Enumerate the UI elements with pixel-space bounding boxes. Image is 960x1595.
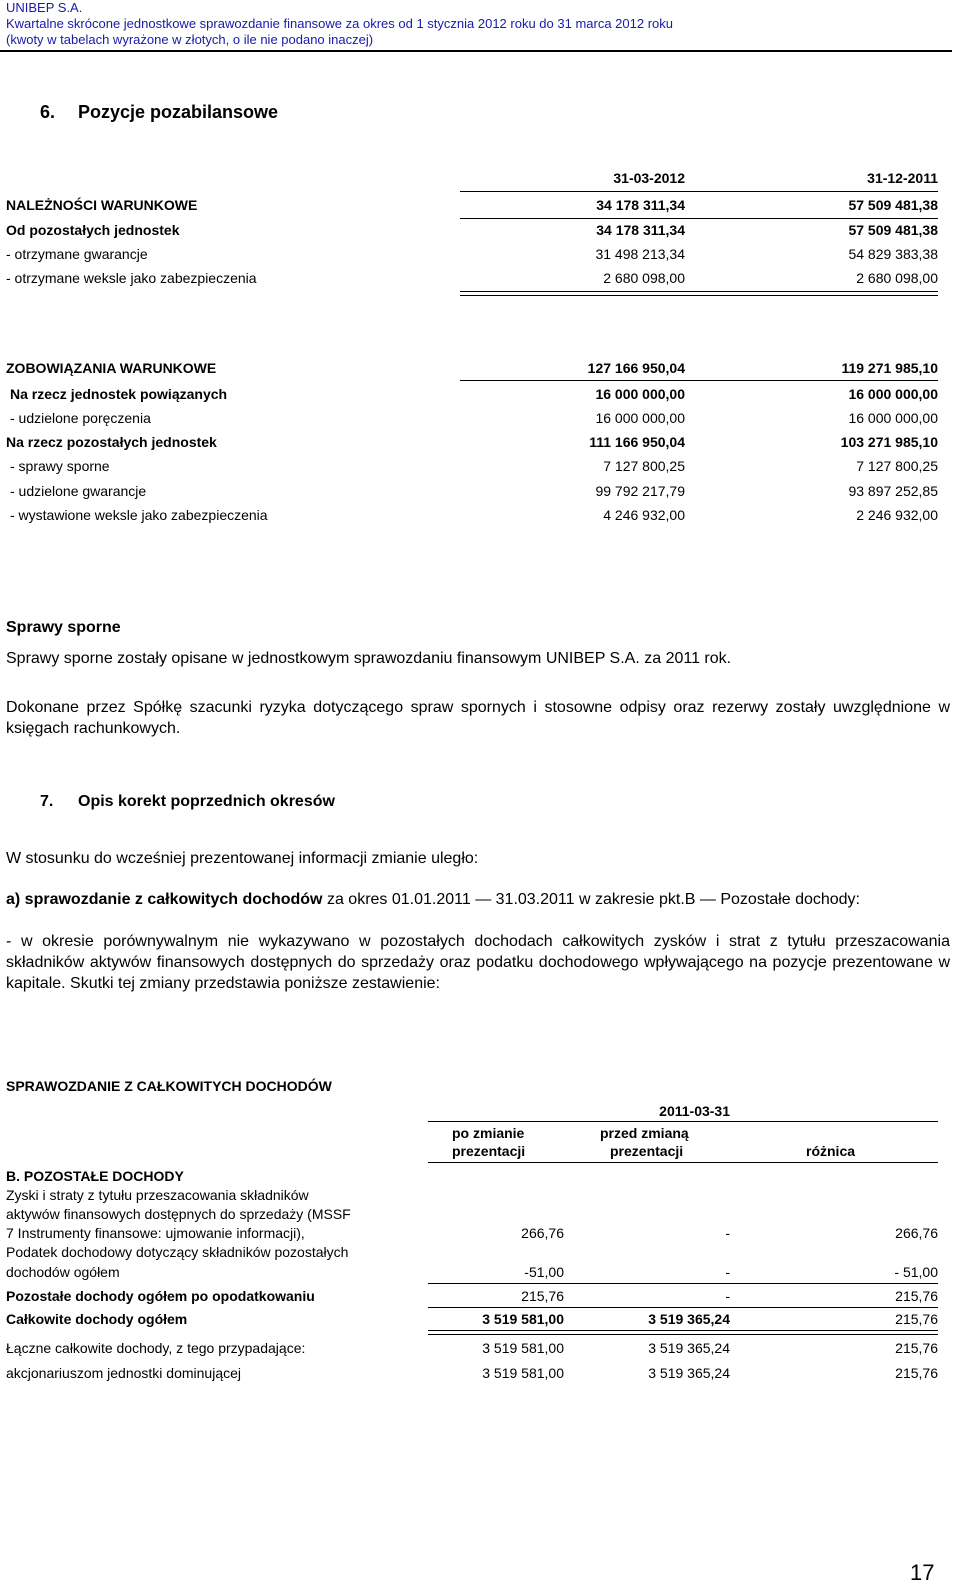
row-rule	[460, 380, 938, 381]
row2-label-line1: Podatek dochodowy dotyczący składników pozostałych	[6, 1244, 349, 1260]
section7-item-body: - w okresie porównywalnym nie wykazywano w pozostałych dochodach całkowitych zysków i strat z tytułu przeszacowania składników aktywów finansowych dostępnych do sprzedaży oraz podatku dochodowego wpływającego na pozycje prezentowane w kapitale. Skutki tej zmiany przedstawia poniższe zestawienie:	[6, 933, 950, 992]
row1-before: -	[725, 1225, 730, 1241]
table-row-label: - sprawy sporne	[10, 458, 110, 474]
row5-label: Łączne całkowite dochody, z tego przypadające:	[6, 1340, 306, 1356]
disputes-paragraph-1: Sprawy sporne zostały opisane w jednostkowym sprawozdaniu finansowym UNIBEP S.A. za 2011 rok.	[6, 650, 732, 667]
row1-label-line1: Zyski i straty z tytułu przeszacowania składników	[6, 1187, 309, 1203]
report-title: Kwartalne skrócone jednostkowe sprawozdanie finansowe za okres od 1 stycznia 2012 roku do 31 marca 2012 roku	[6, 16, 673, 31]
table-cell: 57 509 481,38	[848, 197, 938, 213]
item-period-text: za okres 01.01.2011 — 31.03.2011 w zakresie pkt.B — Pozostałe dochody:	[322, 891, 860, 908]
total-double-rule	[460, 291, 938, 296]
disputes-heading: Sprawy sporne	[6, 619, 121, 636]
company-name: UNIBEP S.A.	[6, 0, 83, 15]
row4-after: 3 519 581,00	[482, 1311, 564, 1327]
col-header-2011: 31-12-2011	[867, 170, 938, 186]
row2-diff: - 51,00	[894, 1264, 938, 1280]
row1-label-line2: aktywów finansowych dostępnych do sprzedaży (MSSF	[6, 1206, 351, 1222]
col-before-change-2: prezentacji	[610, 1143, 684, 1159]
row2-before: -	[725, 1264, 730, 1280]
table-cell: 7 127 800,25	[603, 458, 685, 474]
row1-diff: 266,76	[895, 1225, 938, 1241]
table-cell: 2 680 098,00	[603, 270, 685, 286]
header-rule	[460, 191, 938, 192]
table-row-label: - udzielone gwarancje	[10, 483, 147, 499]
section7-item	[6, 889, 950, 910]
row4-before: 3 519 365,24	[648, 1311, 730, 1327]
row6-after: 3 519 581,00	[482, 1365, 564, 1381]
item-bold-label: a) sprawozdanie z całkowitych dochodów	[6, 891, 323, 908]
row2-after: -51,00	[524, 1264, 564, 1280]
col-difference: różnica	[806, 1143, 856, 1159]
table-cell: 119 271 985,10	[841, 360, 938, 376]
row6-label: akcjonariuszom jednostki dominującej	[6, 1365, 242, 1381]
row1-label-line3: 7 Instrumenty finansowe: ujmowanie informacji),	[6, 1225, 305, 1241]
col-header-2012: 31-03-2012	[613, 170, 685, 186]
row3-before: -	[725, 1288, 730, 1304]
table-cell: 54 829 383,38	[848, 246, 938, 262]
row3-rule	[428, 1307, 938, 1308]
table-cell: 127 166 950,04	[587, 360, 685, 376]
section6-title: Pozycje pozabilansowe	[78, 102, 279, 122]
row3-label: Pozostałe dochody ogółem po opodatkowaniu	[6, 1288, 315, 1304]
row4-diff: 215,76	[895, 1311, 938, 1327]
section7-title: Opis korekt poprzednich okresów	[78, 793, 335, 810]
disputes-paragraph-2: Dokonane przez Spółkę szacunki ryzyka dotyczącego spraw spornych i stosowne odpisy oraz rezerwy zostały uwzględnione w księgach rachunkowych.	[6, 699, 950, 737]
col-after-change-2: prezentacji	[452, 1143, 526, 1159]
subtotal-rule	[428, 1283, 938, 1284]
table-cell: 103 271 985,10	[840, 434, 938, 450]
total-double-rule	[428, 1330, 938, 1335]
group-label: B. POZOSTAŁE DOCHODY	[6, 1168, 184, 1184]
table-row-label: - wystawione weksle jako zabezpieczenia	[10, 507, 268, 523]
header-divider	[0, 50, 952, 52]
row2-label-line2: dochodów ogółem	[6, 1264, 120, 1280]
table-cell: 16 000 000,00	[595, 386, 685, 402]
table-cell: 31 498 213,34	[595, 246, 685, 262]
row5-before: 3 519 365,24	[648, 1340, 730, 1356]
col-header-rule	[428, 1162, 938, 1163]
row3-diff: 215,76	[895, 1288, 938, 1304]
row1-after: 266,76	[521, 1225, 564, 1241]
date-rule	[428, 1121, 938, 1122]
table-cell: 2 246 932,00	[856, 507, 938, 523]
table-cell: 7 127 800,25	[856, 458, 938, 474]
table-row-label: - otrzymane gwarancje	[6, 246, 148, 262]
table-cell: 16 000 000,00	[848, 410, 938, 426]
row5-diff: 215,76	[895, 1340, 938, 1356]
table-cell: 2 680 098,00	[856, 270, 938, 286]
income-date: 2011-03-31	[659, 1103, 730, 1119]
table-cell: 57 509 481,38	[848, 222, 938, 238]
page-number: 17	[910, 1560, 935, 1585]
table-cell: 34 178 311,34	[596, 197, 685, 213]
col-after-change-1: po zmianie	[452, 1125, 525, 1141]
table-row-label: - otrzymane weksle jako zabezpieczenia	[6, 270, 257, 286]
row3-after: 215,76	[521, 1288, 564, 1304]
table-cell: 16 000 000,00	[848, 386, 938, 402]
income-heading: SPRAWOZDANIE Z CAŁKOWITYCH DOCHODÓW	[6, 1078, 332, 1094]
table-row-label: Od pozostałych jednostek	[6, 222, 180, 238]
col-before-change-1: przed zmianą	[600, 1125, 689, 1141]
table-cell: 93 897 252,85	[848, 483, 938, 499]
row6-diff: 215,76	[895, 1365, 938, 1381]
row-rule	[460, 218, 938, 219]
table-row-label: ZOBOWIĄZANIA WARUNKOWE	[6, 360, 217, 376]
row4-label: Całkowite dochody ogółem	[6, 1311, 188, 1327]
table-cell: 16 000 000,00	[595, 410, 685, 426]
table-row-label: Na rzecz jednostek powiązanych	[10, 386, 228, 402]
table-cell: 34 178 311,34	[596, 222, 685, 238]
table-cell: 111 166 950,04	[589, 434, 685, 450]
section6-number: 6.	[40, 102, 56, 122]
section7-intro: W stosunku do wcześniej prezentowanej informacji zmianie uległo:	[6, 850, 479, 867]
row6-before: 3 519 365,24	[648, 1365, 730, 1381]
table-row-label: - udzielone poręczenia	[10, 410, 151, 426]
table-row-label: NALEŻNOŚCI WARUNKOWE	[6, 197, 198, 213]
section7-number: 7.	[40, 793, 54, 810]
table-row-label: Na rzecz pozostałych jednostek	[6, 434, 217, 450]
amounts-note: (kwoty w tabelach wyrażone w złotych, o ile nie podano inaczej)	[6, 32, 374, 47]
row5-after: 3 519 581,00	[482, 1340, 564, 1356]
table-cell: 4 246 932,00	[603, 507, 685, 523]
table-cell: 99 792 217,79	[595, 483, 685, 499]
